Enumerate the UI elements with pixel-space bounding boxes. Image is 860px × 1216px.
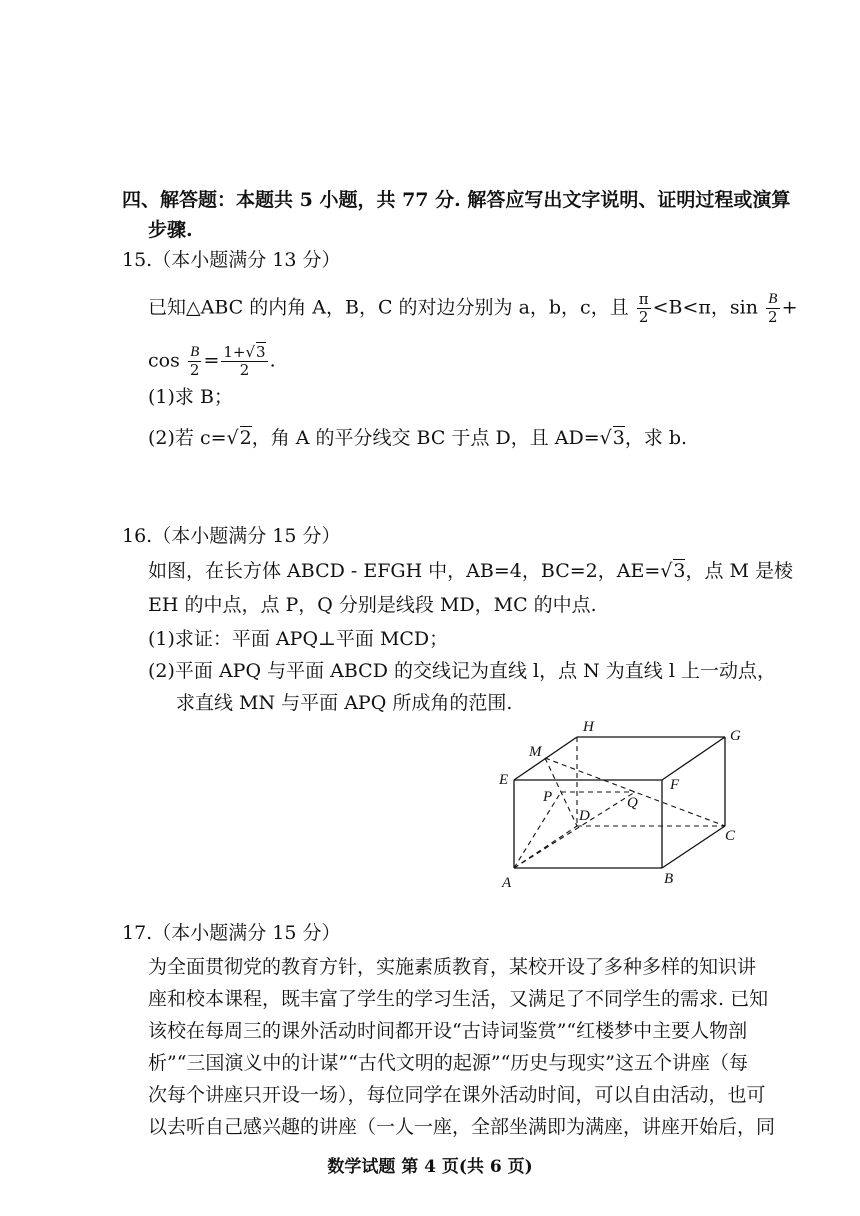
section-title-line2: 步骤. xyxy=(148,219,193,241)
label-F: F xyxy=(670,777,680,793)
q15-period: . xyxy=(269,349,276,372)
q16-part1: (1)求证：平面 APQ⊥平面 MCD； xyxy=(148,628,449,650)
q15-plus: + xyxy=(781,296,798,319)
q16-header: 16.（本小题满分 15 分） xyxy=(122,525,341,547)
q15-stem-text: 已知△ABC 的内角 A，B，C 的对边分别为 a，b，c，且 xyxy=(148,296,629,319)
edge-bc xyxy=(662,826,725,868)
q17-header: 17.（本小题满分 15 分） xyxy=(122,922,341,944)
q15-part2: (2)若 c=√2，角 A 的平分线交 BC 于点 D，且 AD=√3，求 b. xyxy=(148,427,688,449)
q16-part2-line1: (2)平面 APQ 与平面 ABCD 的交线记为直线 l，点 N 为直线 l 上一动点， xyxy=(148,660,776,682)
label-G: G xyxy=(730,728,741,744)
label-B: B xyxy=(664,871,674,887)
q15-stem-line2 xyxy=(148,344,276,379)
segment-ap xyxy=(514,792,561,868)
label-C: C xyxy=(725,828,736,844)
q15-equals: = xyxy=(203,349,220,372)
q16-part2-line2: 求直线 MN 与平面 APQ 所成角的范围. xyxy=(176,692,513,714)
q15-cos: cos xyxy=(148,349,180,372)
label-A: A xyxy=(502,875,512,891)
q15-header: 15.（本小题满分 13 分） xyxy=(122,249,341,271)
label-E: E xyxy=(499,772,509,788)
pi-over-2-fraction: $\frac{\pi}{2}$ xyxy=(638,290,649,326)
segment-aq xyxy=(514,792,635,868)
label-Q: Q xyxy=(627,795,638,811)
q17-line: 座和校本课程，既丰富了学生的学习生活，又满足了不同学生的需求. 已知 xyxy=(148,988,769,1010)
label-P: P xyxy=(543,789,553,805)
rhs-fraction: $\frac{1+√3}{2}$ xyxy=(223,343,266,379)
label-D: D xyxy=(579,808,590,824)
label-H: H xyxy=(583,719,594,735)
q15-part1: (1)求 B； xyxy=(148,386,233,408)
cuboid-figure xyxy=(490,712,750,892)
page-footer: 数学试题 第 4 页(共 6 页) xyxy=(327,1157,533,1177)
q17-line: 为全面贯彻党的教育方针，实施素质教育，某校开设了多种多样的知识讲 xyxy=(148,956,757,978)
q15-condition: <B<π，sin xyxy=(652,296,758,319)
q16-stem-line2: EH 的中点，点 P，Q 分别是线段 MD，MC 的中点. xyxy=(148,594,597,616)
q15-stem-line1 xyxy=(148,291,797,326)
edge-fg xyxy=(662,737,725,780)
q17-line: 该校在每周三的课外活动时间都开设“古诗词鉴赏”“红楼梦中主要人物剖 xyxy=(148,1020,748,1042)
label-M: M xyxy=(529,744,542,760)
q17-line: 以去听自己感兴趣的讲座（一人一座，全部坐满即为满座，讲座开始后，同 xyxy=(148,1116,776,1138)
q17-line: 次每个讲座只开设一场），每位同学在课外活动时间，可以自由活动，也可 xyxy=(148,1084,766,1106)
q16-stem-line1: 如图，在长方体 ABCD - EFGH 中，AB=4，BC=2，AE=√3，点 M 是棱 xyxy=(148,560,793,582)
b-over-2-fraction-cos: $\frac{B}{2}$ xyxy=(189,344,200,379)
b-over-2-fraction: $\frac{B}{2}$ xyxy=(768,291,778,326)
section-title-line1: 四、解答题：本题共 5 小题，共 77 分. 解答应写出文字说明、证明过程或演算 xyxy=(122,189,791,211)
q17-line: 析”“三国演义中的计谋”“古代文明的起源”“历史与现实”这五个讲座（每 xyxy=(148,1052,748,1074)
